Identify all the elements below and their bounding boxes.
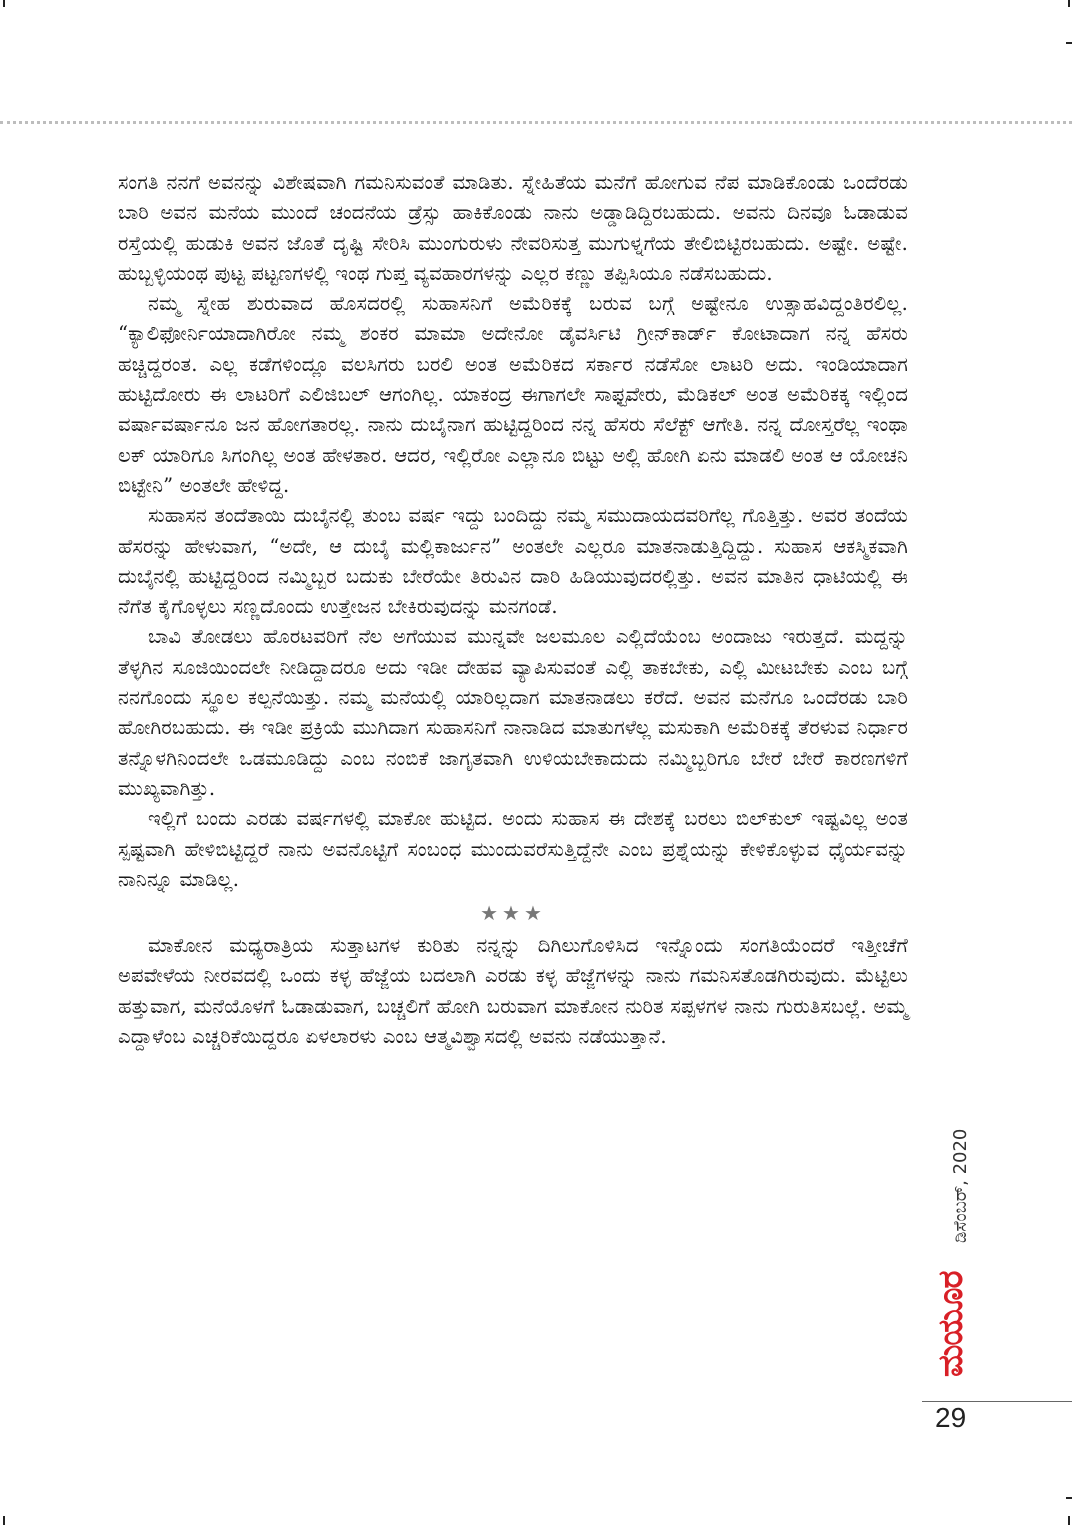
section-break-stars: ★★★ bbox=[480, 901, 546, 926]
article-paragraph: ಮಾಕೋನ ಮಧ್ಯರಾತ್ರಿಯ ಸುತ್ತಾಟಗಳ ಕುರಿತು ನನ್ನನ್ನು ದಿಗಿಲುಗೊಳಿಸಿದ ಇನ್ನೊಂದು ಸಂಗತಿಯೆಂದರೆ ಇತ್ತೀಚೆಗೆ ಅಪವೇಳೆಯ ನೀರವದಲ್ಲಿ ಒಂದು ಕಳ್ಳ ಹೆಜ್ಜೆಯ ಬದಲಾಗಿ ಎರಡು ಕಳ್ಳ ಹೆಜ್ಜೆಗಳನ್ನು ನಾನು ಗಮನಿಸತೊಡಗಿರುವುದು. ಮೆಟ್ಟಿಲು ಹತ್ತುವಾಗ, ಮನೆಯೊಳಗೆ ಓಡಾಡುವಾಗ, ಬಚ್ಚಲಿಗೆ ಹೋಗಿ ಬರುವಾಗ ಮಾಕೋನ ನುರಿತ ಸಪ್ಪಳಗಳ ನಾನು ಗುರುತಿಸಬಲ್ಲೆ. ಅಮ್ಮ ಎದ್ದಾಳೆಂಬ ಎಚ್ಚರಿಕೆಯಿದ್ದರೂ ಏಳಲಾರಳು ಎಂಬ ಆತ್ಮವಿಶ್ವಾಸದಲ್ಲಿ ಅವನು ನಡೆಯುತ್ತಾನೆ. bbox=[118, 934, 908, 1049]
crop-mark-right-upper bbox=[1066, 42, 1072, 44]
crop-mark-right-lower bbox=[1066, 1497, 1072, 1499]
issue-date: ಡಿಸೆಂಬರ್, 2020 bbox=[950, 1128, 971, 1243]
crop-mark-bottom-left bbox=[3, 1516, 5, 1525]
crop-mark-top-left bbox=[3, 0, 5, 7]
header-dotted-rule bbox=[0, 121, 1072, 124]
article-paragraph: ಸುಹಾಸನ ತಂದೆತಾಯಿ ದುಬೈನಲ್ಲಿ ತುಂಬ ವರ್ಷ ಇದ್ದು ಬಂದಿದ್ದು ನಮ್ಮ ಸಮುದಾಯದವರಿಗೆಲ್ಲ ಗೊತ್ತಿತ್ತು. ಅವರ ತಂದೆಯ ಹೆಸರನ್ನು ಹೇಳುವಾಗ, “ಅದೇ, ಆ ದುಬೈ ಮಲ್ಲಿಕಾರ್ಜುನ” ಅಂತಲೇ ಎಲ್ಲರೂ ಮಾತನಾಡುತ್ತಿದ್ದಿದ್ದು. ಸುಹಾಸ ಆಕಸ್ಮಿಕವಾಗಿ ದುಬೈನಲ್ಲಿ ಹುಟ್ಟಿದ್ದರಿಂದ ನಮ್ಮಿಬ್ಬರ ಬದುಕು ಬೇರೆಯೇ ತಿರುವಿನ ದಾರಿ ಹಿಡಿಯುವುದರಲ್ಲಿತ್ತು. ಅವನ ಮಾತಿನ ಧಾಟಿಯಲ್ಲಿ ಈ ನೆಗೆತ ಕೈಗೊಳ್ಳಲು ಸಣ್ಣದೊಂದು ಉತ್ತೇಜನ ಬೇಕಿರುವುದನ್ನು ಮನಗಂಡೆ. bbox=[118, 504, 908, 619]
magazine-logo: ಮಯೂರ bbox=[931, 1271, 971, 1377]
article-paragraph: ಬಾವಿ ತೋಡಲು ಹೊರಟವರಿಗೆ ನೆಲ ಅಗೆಯುವ ಮುನ್ನವೇ ಜಲಮೂಲ ಎಲ್ಲಿದೆಯೆಂಬ ಅಂದಾಜು ಇರುತ್ತದೆ. ಮದ್ದನ್ನು ತೆಳ್ಳಗಿನ ಸೂಜಿಯಿಂದಲೇ ನೀಡಿದ್ದಾದರೂ ಅದು ಇಡೀ ದೇಹವ ವ್ಯಾಪಿಸುವಂತೆ ಎಲ್ಲಿ ತಾಕಬೇಕು, ಎಲ್ಲಿ ಮೀಟಬೇಕು ಎಂಬ ಬಗ್ಗೆ ನನಗೊಂದು ಸ್ಥೂಲ ಕಲ್ಪನೆಯಿತ್ತು. ನಮ್ಮ ಮನೆಯಲ್ಲಿ ಯಾರಿಲ್ಲದಾಗ ಮಾತನಾಡಲು ಕರೆದೆ. ಅವನ ಮನೆಗೂ ಒಂದೆರಡು ಬಾರಿ ಹೋಗಿರಬಹುದು. ಈ ಇಡೀ ಪ್ರಕ್ರಿಯೆ ಮುಗಿದಾಗ ಸುಹಾಸನಿಗೆ ನಾನಾಡಿದ ಮಾತುಗಳೆಲ್ಲ ಮಸುಕಾಗಿ ಅಮೆರಿಕಕ್ಕೆ ತೆರಳುವ ನಿರ್ಧಾರ ತನ್ನೊಳಗಿನಿಂದಲೇ ಒಡಮೂಡಿದ್ದು ಎಂಬ ನಂಬಿಕೆ ಜಾಗೃತವಾಗಿ ಉಳಿಯಬೇಕಾದುದು ನಮ್ಮಿಬ್ಬರಿಗೂ ಬೇರೆ ಬೇರೆ ಕಾರಣಗಳಿಗೆ ಮುಖ್ಯವಾಗಿತ್ತು. bbox=[118, 625, 908, 800]
article-paragraph: ಇಲ್ಲಿಗೆ ಬಂದು ಎರಡು ವರ್ಷಗಳಲ್ಲಿ ಮಾಕೋ ಹುಟ್ಟಿದ. ಅಂದು ಸುಹಾಸ ಈ ದೇಶಕ್ಕೆ ಬರಲು ಬಿಲ್‌ಕುಲ್ ಇಷ್ಟವಿಲ್ಲ ಅಂತ ಸ್ಪಷ್ಟವಾಗಿ ಹೇಳಿಬಿಟ್ಟಿದ್ದರೆ ನಾನು ಅವನೊಟ್ಟಿಗೆ ಸಂಬಂಧ ಮುಂದುವರೆಸುತ್ತಿದ್ದೆನೇ ಎಂಬ ಪ್ರಶ್ನೆಯನ್ನು ಕೇಳಿಕೊಳ್ಳುವ ಧೈರ್ಯವನ್ನು ನಾನಿನ್ನೂ ಮಾಡಿಲ್ಲ. bbox=[118, 807, 908, 891]
article-body bbox=[118, 168, 908, 1052]
crop-mark-top-right bbox=[1068, 0, 1070, 7]
crop-mark-bottom-right bbox=[1068, 1516, 1070, 1525]
page-number: 29 bbox=[935, 1402, 967, 1433]
article-paragraph: ಸಂಗತಿ ನನಗೆ ಅವನನ್ನು ವಿಶೇಷವಾಗಿ ಗಮನಿಸುವಂತೆ ಮಾಡಿತು. ಸ್ನೇಹಿತೆಯ ಮನೆಗೆ ಹೋಗುವ ನೆಪ ಮಾಡಿಕೊಂಡು ಒಂದೆರಡು ಬಾರಿ ಅವನ ಮನೆಯ ಮುಂದೆ ಚಂದನೆಯ ಡ್ರೆಸ್ಸು ಹಾಕಿಕೊಂಡು ನಾನು ಅಡ್ಡಾಡಿದ್ದಿರಬಹುದು. ಅವನು ದಿನವೂ ಓಡಾಡುವ ರಸ್ತೆಯಲ್ಲಿ ಹುಡುಕಿ ಅವನ ಜೊತೆ ದೃಷ್ಟಿ ಸೇರಿಸಿ ಮುಂಗುರುಳು ನೇವರಿಸುತ್ತ ಮುಗುಳ್ನಗೆಯ ತೇಲಿಬಿಟ್ಟಿರಬಹುದು. ಅಷ್ಟೇ. ಅಷ್ಟೇ. ಹುಬ್ಬಳ್ಳಿಯಂಥ ಪುಟ್ಟ ಪಟ್ಟಣಗಳಲ್ಲಿ ಇಂಥ ಗುಪ್ತ ವ್ಯವಹಾರಗಳನ್ನು ಎಲ್ಲರ ಕಣ್ಣು ತಪ್ಪಿಸಿಯೂ ನಡೆಸಬಹುದು. bbox=[118, 171, 908, 285]
article-paragraph: ನಮ್ಮ ಸ್ನೇಹ ಶುರುವಾದ ಹೊಸದರಲ್ಲಿ ಸುಹಾಸನಿಗೆ ಅಮೆರಿಕಕ್ಕೆ ಬರುವ ಬಗ್ಗೆ ಅಷ್ಟೇನೂ ಉತ್ಸಾಹವಿದ್ದಂತಿರಲಿಲ್ಲ. “ಕ್ಯಾಲಿಫೋರ್ನಿಯಾದಾಗಿರೋ ನಮ್ಮ ಶಂಕರ ಮಾಮಾ ಅದೇನೋ ಡೈವರ್ಸಿಟಿ ಗ್ರೀನ್‌ಕಾರ್ಡ್ ಕೋಟಾದಾಗ ನನ್ನ ಹೆಸರು ಹಚ್ಚಿದ್ದರಂತ. ಎಲ್ಲ ಕಡೆಗಳಿಂದ್ಲೂ ವಲಸಿಗರು ಬರಲಿ ಅಂತ ಅಮೆರಿಕದ ಸರ್ಕಾರ ನಡೆಸೋ ಲಾಟರಿ ಅದು. ಇಂಡಿಯಾದಾಗ ಹುಟ್ಟಿದೋರು ಈ ಲಾಟರಿಗೆ ಎಲಿಜಿಬಲ್ ಆಗಂಗಿಲ್ಲ. ಯಾಕಂದ್ರ ಈಗಾಗಲೇ ಸಾಫ್ಟವೇರು, ಮೆಡಿಕಲ್ ಅಂತ ಅಮೆರಿಕಕ್ಕ ಇಲ್ಲಿಂದ ವರ್ಷಾವರ್ಷಾನೂ ಜನ ಹೋಗತಾರಲ್ಲ. ನಾನು ದುಬೈನಾಗ ಹುಟ್ಟಿದ್ದರಿಂದ ನನ್ನ ಹೆಸರು ಸೆಲೆಕ್ಟ್ ಆಗೇತಿ. ನನ್ನ ದೋಸ್ತರೆಲ್ಲ ಇಂಥಾ ಲಕ್ ಯಾರಿಗೂ ಸಿಗಂಗಿಲ್ಲ ಅಂತ ಹೇಳತಾರ. ಆದರ, ಇಲ್ಲಿರೋ ಎಲ್ಲಾನೂ ಬಿಟ್ಟು ಅಲ್ಲಿ ಹೋಗಿ ಏನು ಮಾಡಲಿ ಅಂತ ಆ ಯೋಚನಿ ಬಿಟ್ಟೇನಿ” ಅಂತಲೇ ಹೇಳಿದ್ದ. bbox=[118, 292, 908, 497]
